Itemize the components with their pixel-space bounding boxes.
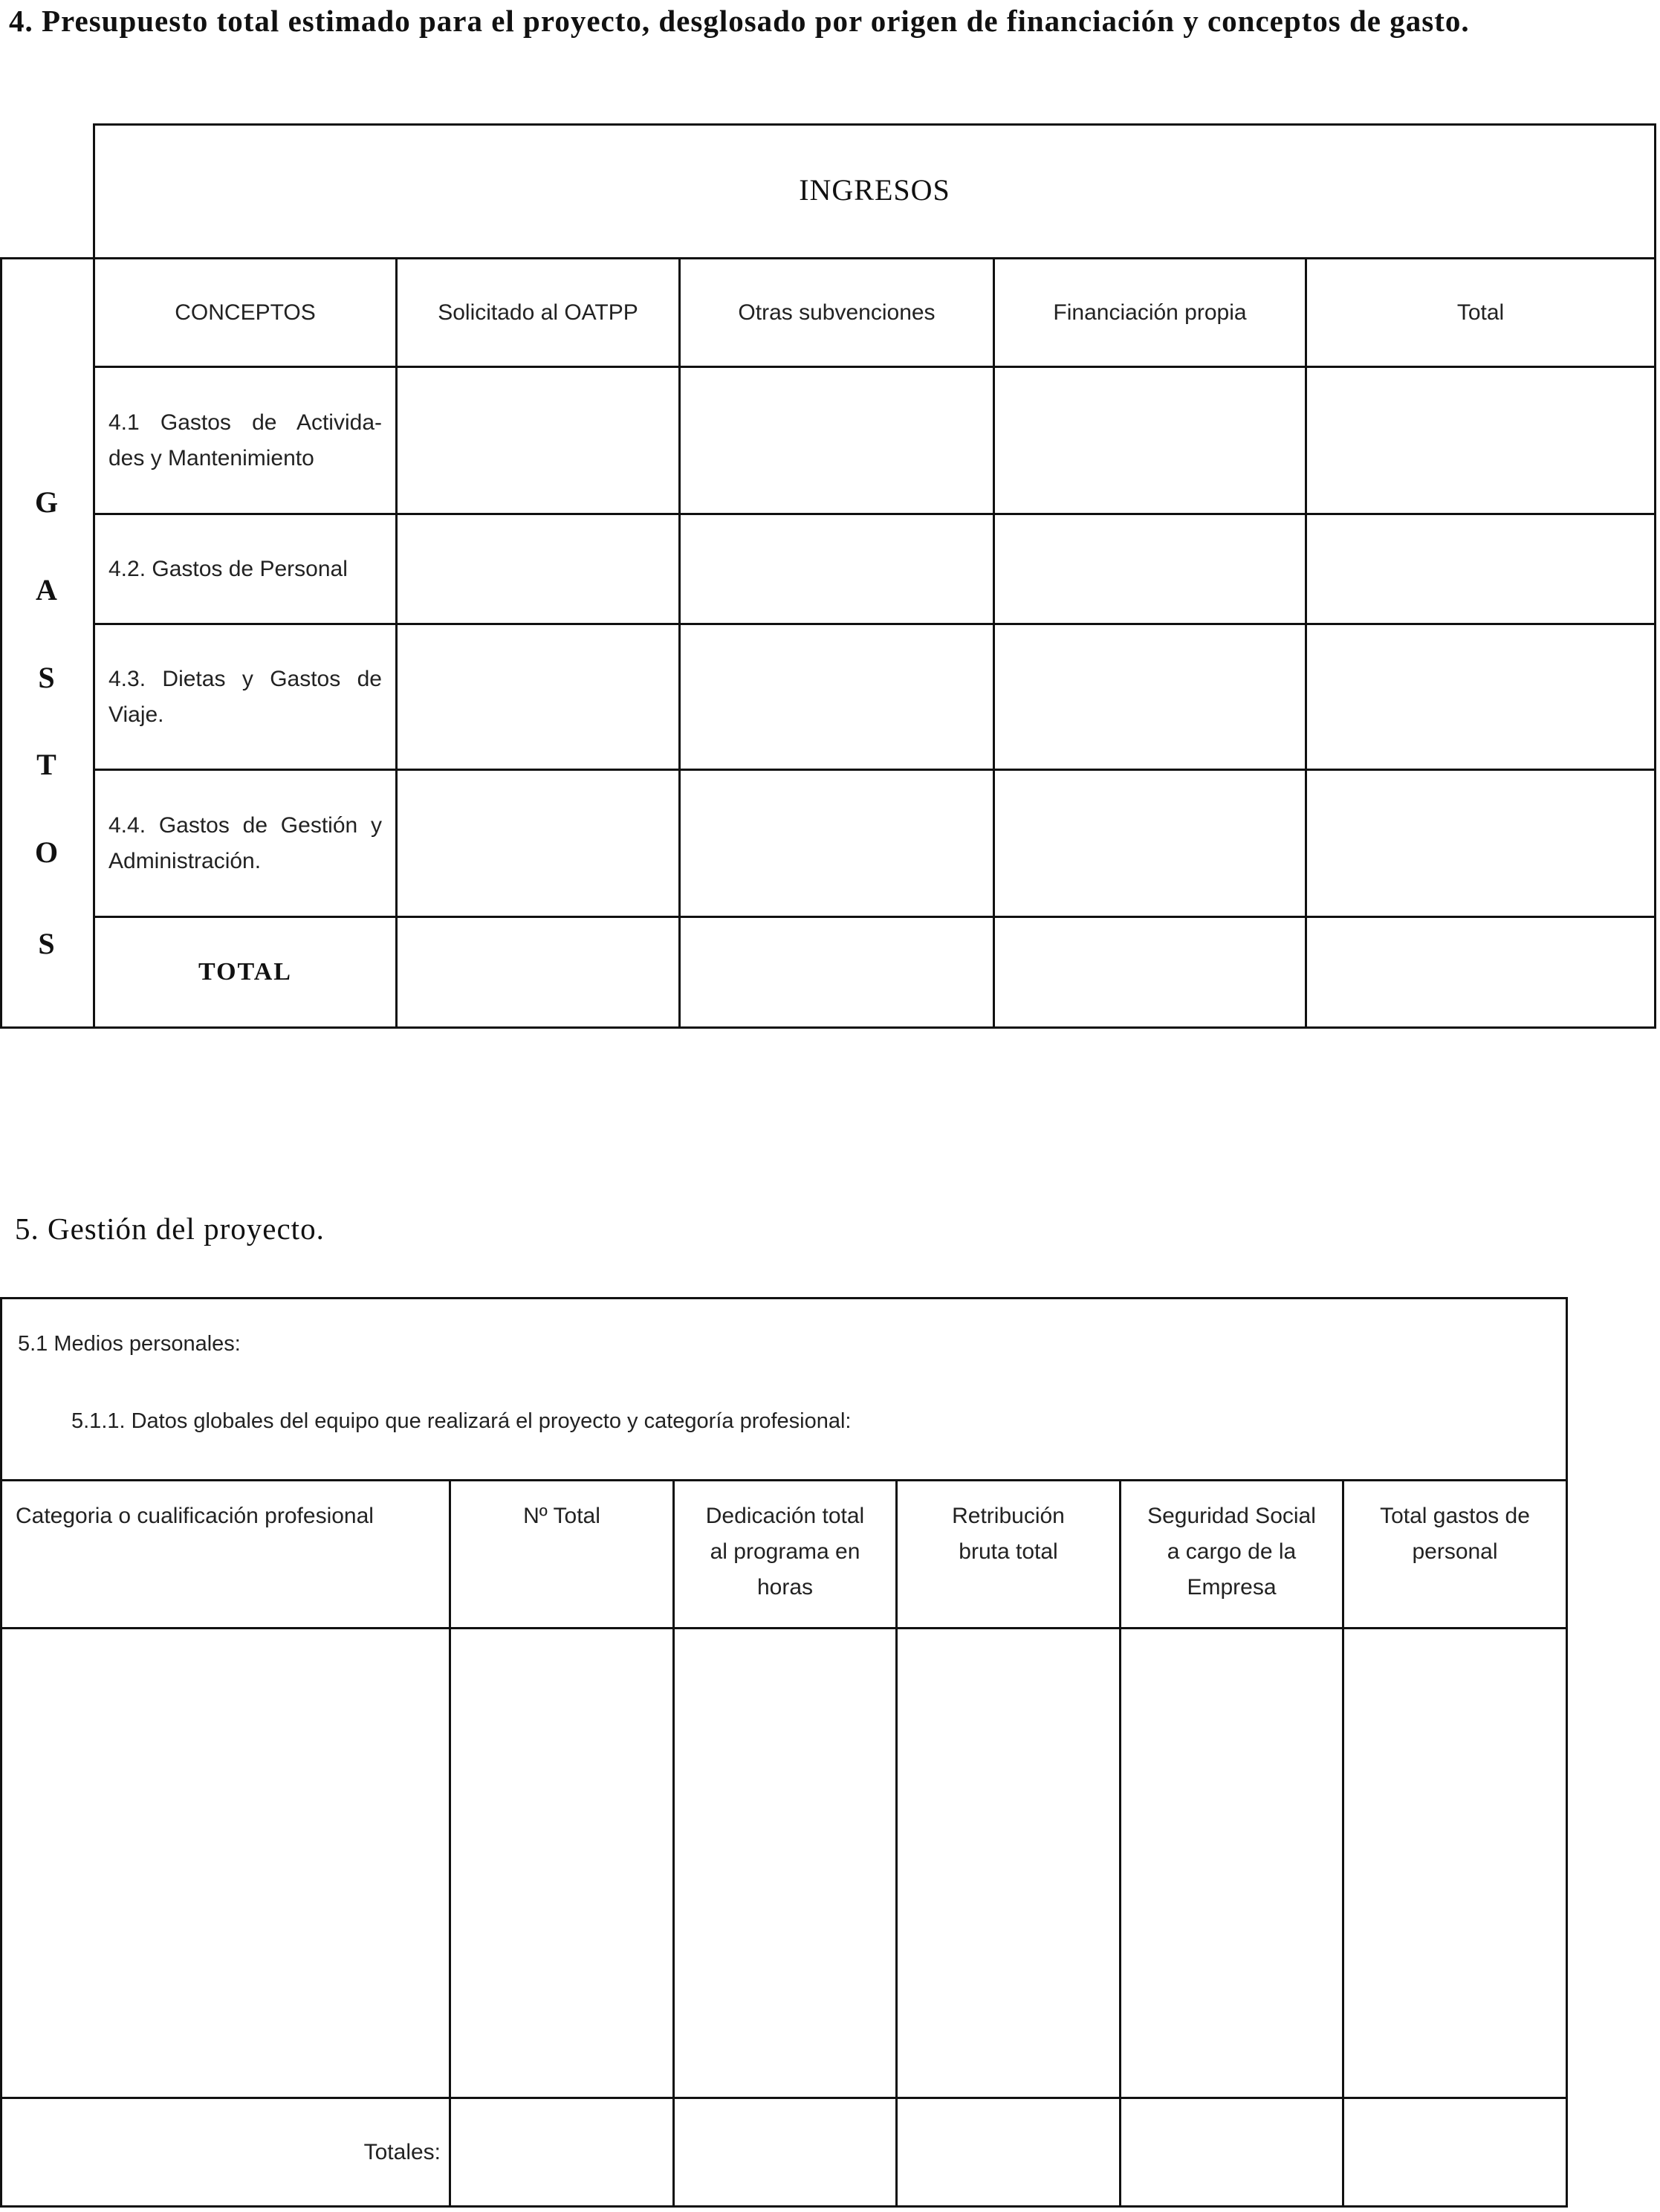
row-label-line: Viaje. — [108, 702, 164, 727]
header-line: bruta total — [959, 1539, 1058, 1564]
gastos-letter: S — [38, 661, 55, 694]
row-label-total: TOTAL — [198, 958, 292, 986]
datos-globales-label: 5.1.1. Datos globales del equipo que realizará el proyecto y categoría profesional: — [71, 1409, 852, 1433]
header-line: personal — [1412, 1539, 1498, 1564]
row-label-line: 4.1 Gastos de Activida- — [108, 410, 382, 435]
header-line: Retribución — [952, 1504, 1065, 1528]
medios-personales-label: 5.1 Medios personales: — [18, 1332, 241, 1356]
header-line: Total gastos de — [1380, 1504, 1530, 1528]
header-line: horas — [756, 1575, 814, 1600]
ingresos-header: INGRESOS — [799, 173, 950, 207]
row-label-line: Administración. — [108, 848, 262, 873]
header-line: Dedicación total — [705, 1504, 865, 1528]
column-header-dedicacion — [675, 1498, 895, 1625]
gastos-letter: A — [36, 573, 57, 607]
row-label-gestion — [95, 771, 395, 916]
row-label-line: 4.3. Dietas y Gastos de — [108, 666, 382, 691]
row-label-line: des y Mantenimiento — [108, 445, 314, 470]
column-header-categoria — [2, 1498, 449, 1625]
column-header-conceptos: CONCEPTOS — [175, 300, 316, 325]
header-line: Empresa — [1187, 1575, 1277, 1600]
column-header-financiacion-propia: Financiación propia — [1053, 300, 1247, 325]
column-header-solicitado: Solicitado al OATPP — [438, 300, 638, 325]
header-line: al programa en — [710, 1539, 860, 1564]
row-label-dietas — [95, 625, 395, 769]
column-header-seguridad-social — [1121, 1498, 1342, 1625]
totals-label: Totales: — [363, 2139, 441, 2164]
column-header-total-gastos — [1344, 1498, 1566, 1625]
header-line: Nº Total — [523, 1504, 600, 1528]
header-line: a cargo de la — [1167, 1539, 1297, 1564]
header-line: Seguridad Social — [1147, 1504, 1316, 1528]
gastos-letter: O — [34, 835, 59, 869]
section-4-title: 4. Presupuesto total estimado para el proyecto, desglosado por origen de financiación y conceptos de gasto. — [9, 4, 1470, 38]
gastos-letter: G — [34, 485, 59, 519]
column-header-otras-subvenciones: Otras subvenciones — [738, 300, 936, 325]
row-label-personal — [95, 515, 395, 623]
row-label-line: 4.2. Gastos de Personal — [108, 556, 348, 581]
gastos-letter: S — [38, 927, 55, 960]
header-line: Categoria o cualificación profesional — [16, 1504, 374, 1528]
column-header-total: Total — [1456, 300, 1505, 325]
column-header-n-total — [451, 1498, 672, 1625]
column-header-retribucion — [898, 1498, 1119, 1625]
row-label-actividades — [95, 368, 395, 513]
section-5-title: 5. Gestión del proyecto. — [15, 1212, 325, 1246]
gastos-letter: T — [36, 748, 56, 781]
row-label-line: 4.4. Gastos de Gestión y — [108, 812, 382, 838]
